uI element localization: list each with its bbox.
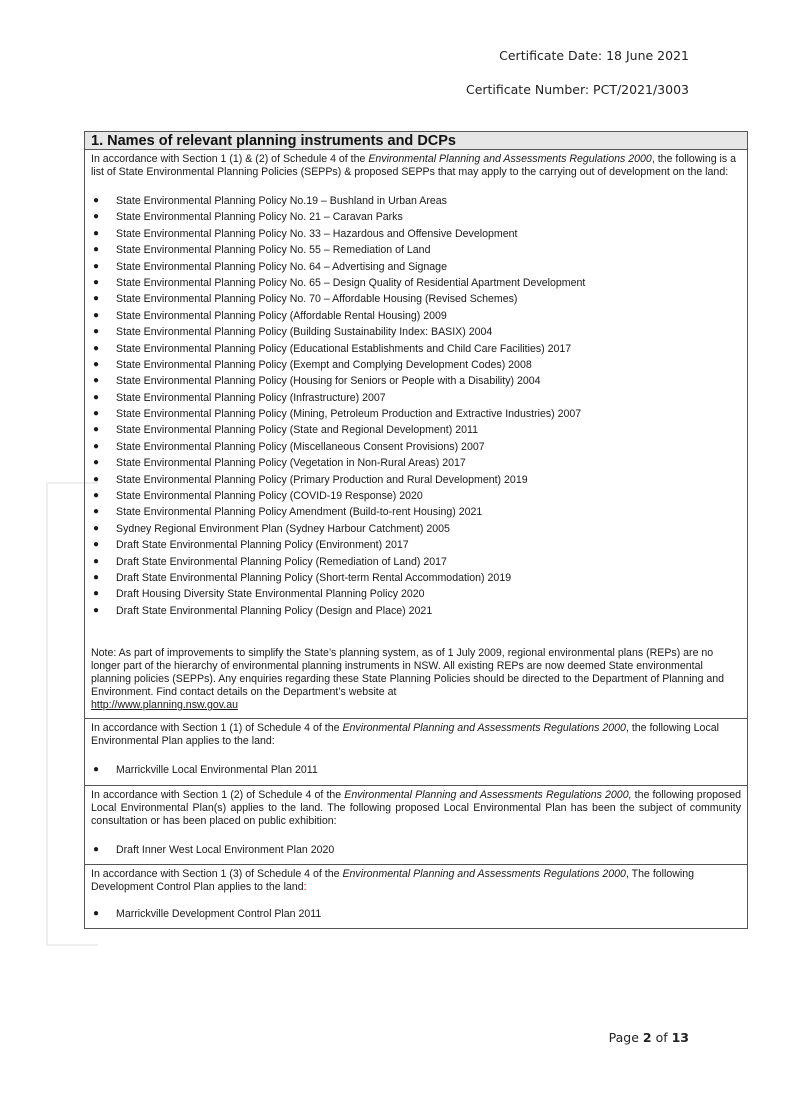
bullet-icon: ● (93, 358, 100, 370)
page-current: 2 (642, 1030, 652, 1045)
sepp-item (91, 603, 741, 619)
bullet-icon: ● (93, 571, 100, 583)
sepp-item (91, 439, 741, 455)
lep-section (85, 718, 747, 784)
lep-intro (91, 722, 741, 748)
sepp-item (91, 242, 741, 258)
sepp-item (91, 406, 741, 422)
sepp-item (91, 554, 741, 570)
bullet-icon: ● (93, 244, 100, 256)
lep-item-text: Marrickville Local Environmental Plan 2011 (116, 764, 318, 777)
sepp-item-text: State Environmental Planning Policy No. 33 – Hazardous and Offensive Development (116, 227, 518, 240)
regulation-name: Environmental Planning and Assessments Regulations 2000 (368, 153, 652, 165)
note-text: Note: As part of improvements to simplify the State’s planning system, as of 1 July 2009, regional environmental plans (REPs) are no longer part of the hierarchy of environmental planning instruments in NSW. All existing REPs are now deemed State environmental planning policies (SEPPs). Any enquiries regarding these State Planning Policies should be directed to the Department of Planning and Environment. Find contact details on the Department’s website at (91, 647, 725, 699)
bullet-icon: ● (93, 764, 100, 776)
sepp-item-text: State Environmental Planning Policy (COVID-19 Response) 2020 (116, 490, 423, 503)
bullet-icon: ● (93, 457, 100, 469)
sepp-item-text: State Environmental Planning Policy Amendment (Build-to-rent Housing) 2021 (116, 506, 483, 519)
sepp-item (91, 324, 741, 340)
page-label: Page (608, 1030, 643, 1045)
sepp-intro (91, 153, 741, 179)
sepp-item-text: Draft State Environmental Planning Policy (Design and Place) 2021 (116, 604, 433, 617)
sepp-item (91, 390, 741, 406)
bullet-icon: ● (93, 342, 100, 354)
sepp-item (91, 226, 741, 242)
bullet-icon: ● (93, 440, 100, 452)
sepp-item-text: State Environmental Planning Policy No. 64 – Advertising and Signage (116, 260, 447, 273)
bullet-icon: ● (93, 293, 100, 305)
sepp-item-text: State Environmental Planning Policy (Miscellaneous Consent Provisions) 2007 (116, 440, 485, 453)
draft-lep-list (91, 842, 741, 858)
bullet-icon: ● (93, 391, 100, 403)
sepp-item-text: State Environmental Planning Policy (State and Regional Development) 2011 (116, 424, 478, 437)
dcp-regulation-name: Environmental Planning and Assessments Regulations 2000 (342, 867, 626, 880)
lep-regulation-name: Environmental Planning and Assessments Regulations 2000 (342, 722, 626, 735)
dcp-text: In accordance with Section 1 (3) of Schedule 4 of the (91, 867, 343, 880)
sepp-item-text: State Environmental Planning Policy (Mining, Petroleum Production and Extractive Industries) 2007 (116, 408, 582, 421)
bullet-icon: ● (93, 309, 100, 321)
draft-lep-item (91, 842, 741, 858)
sepp-item-text: State Environmental Planning Policy No. 55 – Remediation of Land (116, 244, 431, 257)
sepp-item (91, 275, 741, 291)
bullet-icon: ● (93, 260, 100, 272)
sepp-item (91, 521, 741, 537)
page-number (609, 1030, 689, 1045)
sepp-item (91, 193, 741, 209)
sepp-list (91, 193, 741, 619)
intro-text: In accordance with Section 1 (1) & (2) of Schedule 4 of the (91, 153, 369, 165)
draft-lep-section (85, 785, 747, 864)
sepp-item-text: State Environmental Planning Policy No. 65 – Design Quality of Residential Apartment Development (116, 276, 586, 289)
bullet-icon: ● (93, 227, 100, 239)
bullet-icon: ● (93, 506, 100, 518)
sepp-item-text: Draft State Environmental Planning Policy (Remediation of Land) 2017 (116, 555, 447, 568)
draft-lep-regulation-name: Environmental Planning and Assessments Regulations 2000, (344, 788, 632, 801)
certificate-date: Certificate Date: 18 June 2021 (499, 48, 689, 63)
sepp-item-text: State Environmental Planning Policy (Educational Establishments and Child Care Facilities) 2017 (116, 342, 572, 355)
sepp-item (91, 291, 741, 307)
sepp-item-text: State Environmental Planning Policy No. 70 – Affordable Housing (Revised Schemes) (116, 293, 518, 306)
bullet-icon: ● (93, 326, 100, 338)
draft-lep-text-end: the following proposed Local Environmental Plan(s) applies to the land. The following proposed Local Environmental Plan has been the subject of community consultation or has been placed on public exhibition: (91, 788, 741, 827)
draft-lep-intro (91, 789, 741, 828)
sepp-item-text: State Environmental Planning Policy (Exempt and Complying Development Codes) 2008 (116, 358, 532, 371)
sepp-item-text: State Environmental Planning Policy (Primary Production and Rural Development) 2019 (116, 473, 528, 486)
bullet-icon: ● (93, 539, 100, 551)
sepp-item-text: Draft Housing Diversity State Environmental Planning Policy 2020 (116, 588, 425, 601)
bullet-icon: ● (93, 522, 100, 534)
dcp-colon: : (303, 880, 307, 893)
sepp-item-text: Draft State Environmental Planning Policy (Short-term Rental Accommodation) 2019 (116, 571, 512, 584)
bullet-icon: ● (93, 604, 100, 616)
bullet-icon: ● (93, 490, 100, 502)
draft-lep-item-text: Draft Inner West Local Environment Plan 2020 (116, 843, 335, 856)
bullet-icon: ● (93, 211, 100, 223)
dcp-list (91, 906, 741, 922)
sepp-item (91, 537, 741, 553)
certificate-number: Certificate Number: PCT/2021/3003 (465, 82, 689, 97)
sepp-item (91, 455, 741, 471)
sepp-item (91, 357, 741, 373)
bullet-icon: ● (93, 408, 100, 420)
sepp-item (91, 373, 741, 389)
sepp-item (91, 341, 741, 357)
rep-note (91, 647, 741, 712)
dcp-item (91, 906, 741, 922)
sepp-item-text: State Environmental Planning Policy (Building Sustainability Index: BASIX) 2004 (116, 326, 493, 339)
dcp-text-end: , The following Development Control Plan applies to the land (91, 867, 695, 893)
sepp-item (91, 504, 741, 520)
dcp-intro (91, 868, 741, 894)
bullet-icon: ● (93, 555, 100, 567)
bullet-icon: ● (93, 375, 100, 387)
lep-item (91, 762, 741, 778)
sepp-item (91, 472, 741, 488)
draft-lep-text: In accordance with Section 1 (2) of Schedule 4 of the (91, 788, 345, 801)
intro-text-end: , the following is a list of State Environmental Planning Policies (SEPPs) & proposed SEPPs that may apply to the carrying out of development on the land: (91, 153, 737, 178)
bullet-icon: ● (93, 276, 100, 288)
sepp-item (91, 209, 741, 225)
dcp-item-text: Marrickville Development Control Plan 2011 (116, 907, 322, 920)
sepp-item (91, 570, 741, 586)
page-of: of (651, 1030, 672, 1045)
page-total: 13 (671, 1030, 689, 1045)
sepp-item (91, 422, 741, 438)
bullet-icon: ● (93, 588, 100, 600)
sepp-item (91, 308, 741, 324)
bullet-icon: ● (93, 473, 100, 485)
planning-instruments-table (84, 131, 748, 929)
sepp-item-text: State Environmental Planning Policy (Affordable Rental Housing) 2009 (116, 309, 447, 322)
lep-text-end: , the following Local Environmental Plan applies to the land: (91, 722, 719, 748)
lep-list (91, 762, 741, 778)
sepp-item (91, 586, 741, 602)
sepp-item (91, 488, 741, 504)
sepp-item-text: State Environmental Planning Policy No.19 – Bushland in Urban Areas (116, 195, 447, 207)
sepp-item-text: State Environmental Planning Policy No. 21 – Caravan Parks (116, 211, 403, 224)
planning-website-link[interactable]: http://www.planning.nsw.gov.au (91, 699, 239, 712)
dcp-section (85, 864, 747, 928)
sepp-item (91, 259, 741, 275)
lep-text: In accordance with Section 1 (1) of Schedule 4 of the (91, 722, 343, 735)
section-title: 1. Names of relevant planning instruments and DCPs (85, 132, 747, 150)
sepp-section (85, 150, 747, 718)
sepp-item-text: State Environmental Planning Policy (Vegetation in Non-Rural Areas) 2017 (116, 457, 466, 470)
bullet-icon: ● (93, 843, 100, 855)
sepp-item-text: State Environmental Planning Policy (Housing for Seniors or People with a Disability) 2004 (116, 375, 541, 388)
bullet-icon: ● (93, 424, 100, 436)
bullet-icon: ● (93, 907, 100, 919)
sepp-item-text: Draft State Environmental Planning Policy (Environment) 2017 (116, 539, 409, 552)
sepp-item-text: Sydney Regional Environment Plan (Sydney Harbour Catchment) 2005 (116, 522, 450, 535)
bullet-icon: ● (93, 195, 100, 206)
sepp-item-text: State Environmental Planning Policy (Infrastructure) 2007 (116, 391, 386, 404)
